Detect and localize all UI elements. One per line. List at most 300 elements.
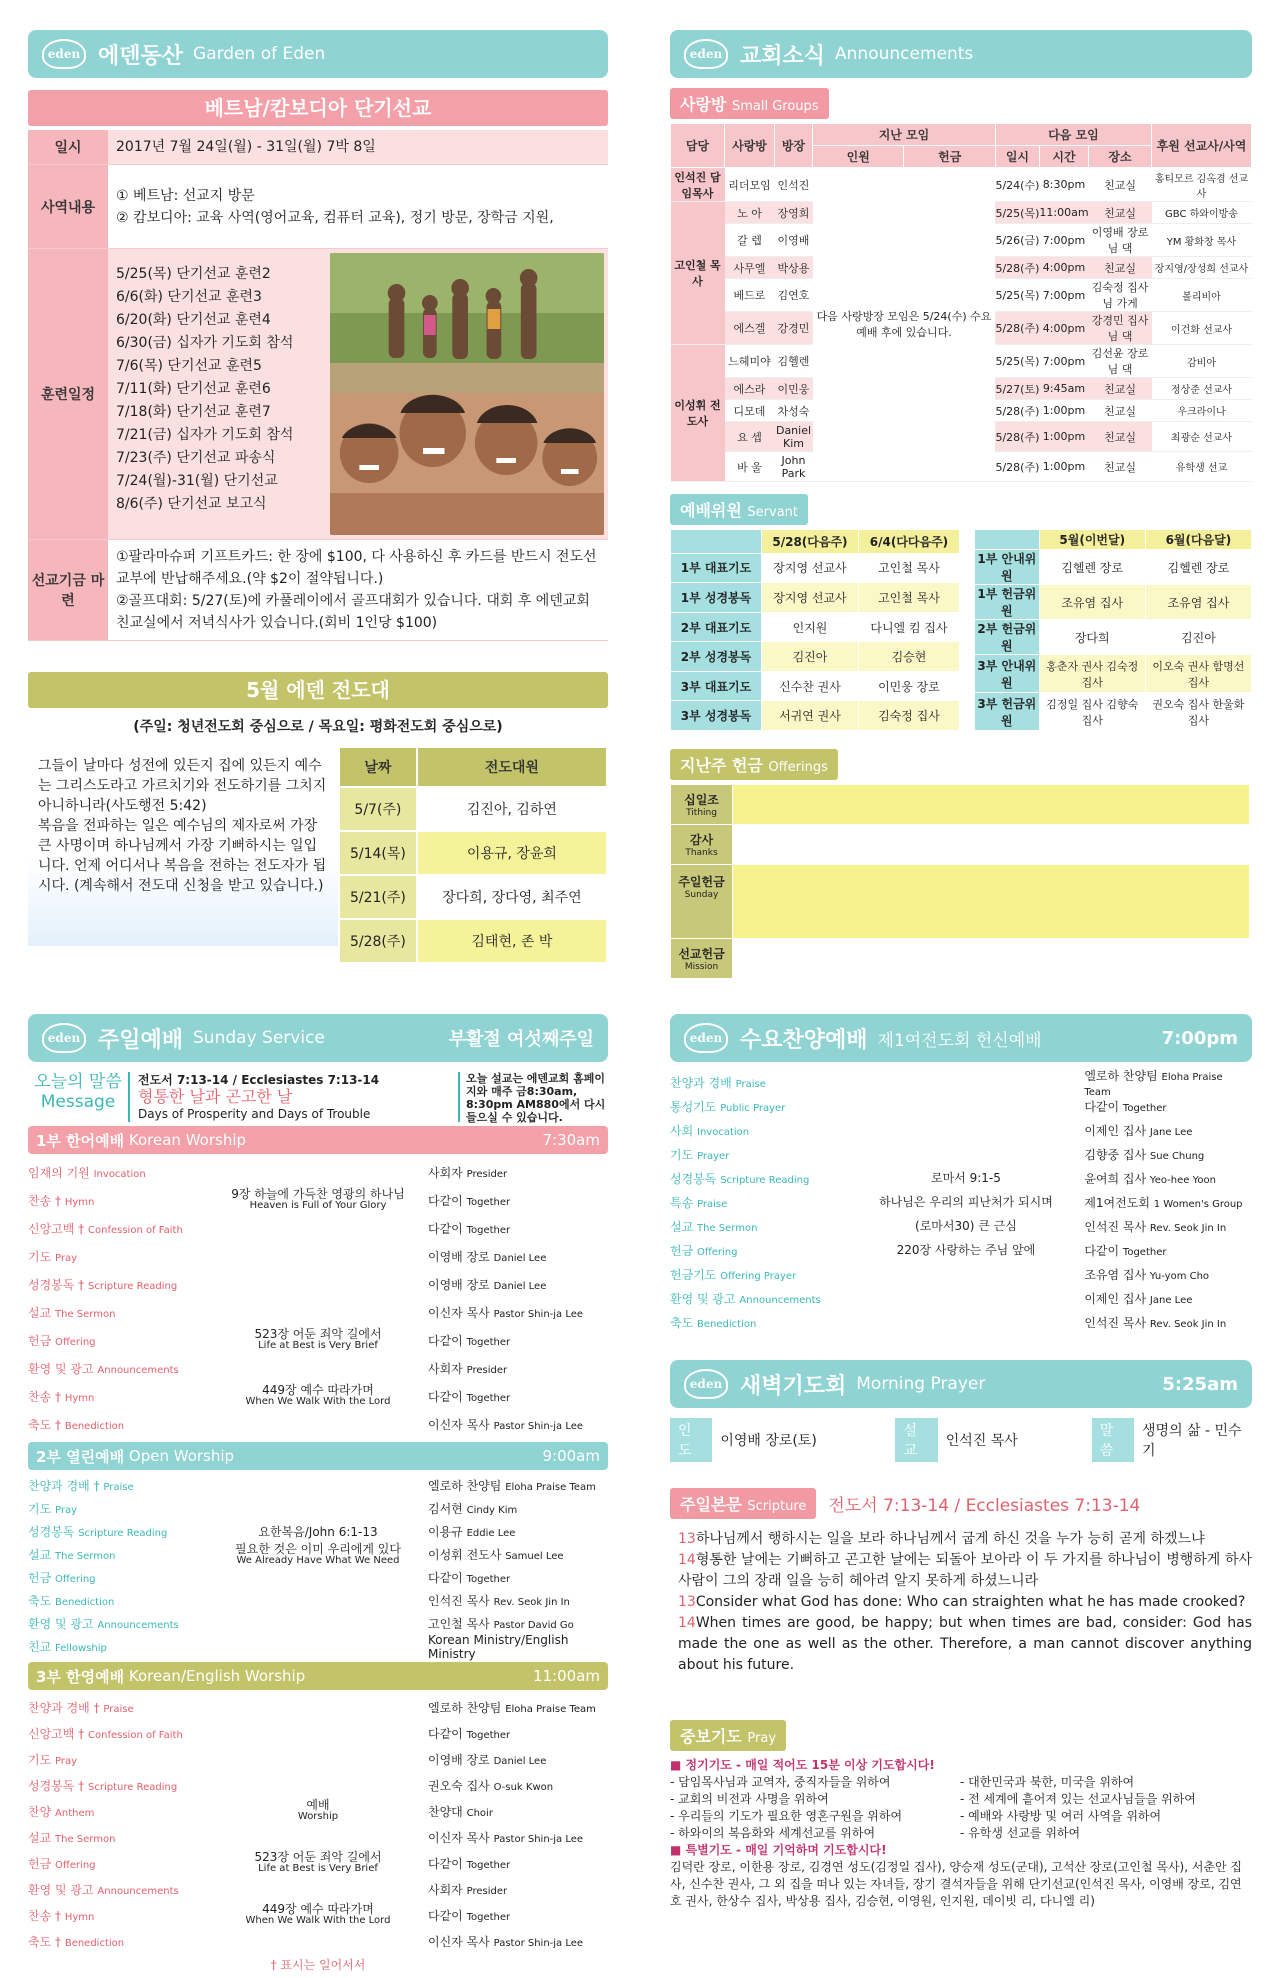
sg-leader: 김연호 <box>775 279 813 312</box>
sg-date: 5/27(토) <box>995 378 1039 400</box>
order-item-ko: 찬송 † <box>28 1389 61 1404</box>
order-item <box>28 1829 208 1846</box>
order-person-ko: 엘로하 찬양팀 <box>1084 1068 1158 1083</box>
servant-name: 김숙정 집사 <box>858 701 959 731</box>
order-row <box>28 1214 608 1242</box>
sg-date: 5/25(목) <box>995 202 1039 224</box>
servant-table-monthly <box>974 529 1252 731</box>
order-person <box>1084 1146 1252 1163</box>
order-row <box>28 1270 608 1298</box>
order-item-en: The Sermon <box>55 1551 116 1562</box>
order-row <box>28 1632 608 1661</box>
sg-place: 김선윤 장로님 댁 <box>1089 345 1152 378</box>
order-person-ko: 김서현 <box>428 1502 463 1516</box>
sg-support: 홍티모르 김옥겸 선교사 <box>1152 168 1252 202</box>
sg-leader: 장영희 <box>775 202 813 224</box>
evangelism-col-date: 날짜 <box>339 747 417 787</box>
message-label-en: Message <box>40 1092 116 1112</box>
order-item-ko: 설교 <box>28 1305 52 1320</box>
service3-title: 3부 한영예배 <box>36 1667 125 1686</box>
sg-time: 4:00pm <box>1039 312 1088 345</box>
servant-name: 김헬렌 장로 <box>1039 550 1145 585</box>
order-row <box>28 1298 608 1326</box>
order-item <box>670 1074 848 1091</box>
order-detail-ko: (로마서30) 큰 근심 <box>915 1219 1017 1233</box>
servant-tag <box>670 494 808 525</box>
servant-name: 김승현 <box>858 642 959 672</box>
eden-title-ko: 에덴동산 <box>98 43 184 69</box>
order-detail <box>208 1526 428 1538</box>
sg-place: 이영배 장로님 댁 <box>1089 224 1152 257</box>
order-person-ko: 권오숙 집사 <box>428 1778 490 1793</box>
order-item <box>28 1360 208 1377</box>
order-person <box>428 1388 608 1405</box>
order-detail <box>208 1328 428 1352</box>
evangelism-text: 그들이 날마다 성전에 있든지 집에 있든지 예수는 그리스도라고 가르치기와 전도하기를 그치지 아니하니라(사도행전 5:42) 복음을 전파하는 일은 예수님의 제자로써 가장 큰 사명이며 하나님께서 가장 기뻐하시는 일입니다. 언제 어디서나 복음을 전하는 전도자가 됩시다. (계속해서 전도대 신청을 받고 있습니다.) <box>28 746 338 946</box>
order-detail <box>208 1799 428 1823</box>
order-person <box>428 1500 608 1517</box>
order-person-en: Jane Lee <box>1149 1126 1193 1138</box>
order-item-en: Anthem <box>55 1807 95 1819</box>
order-detail-en: We Already Have What We Need <box>236 1554 400 1566</box>
service3-order <box>28 1694 608 1954</box>
order-person <box>1084 1067 1252 1098</box>
message-label-ko: 오늘의 말씀 <box>34 1072 122 1092</box>
order-item-en: Fellowship <box>55 1643 107 1654</box>
training-item: 7/11(화) 단기선교 훈련6 <box>116 381 271 397</box>
service2-order <box>28 1474 608 1661</box>
servant-role: 3부 헌금위원 <box>975 693 1040 731</box>
order-person-en: Together <box>466 1196 511 1208</box>
offerings-label: 지난주 헌금 <box>680 756 763 775</box>
offering-sunday-value <box>733 865 1250 939</box>
sg-date: 5/24(수) <box>995 168 1039 202</box>
order-person-en: Together <box>1122 1246 1167 1258</box>
order-item-en: Benediction <box>64 1937 125 1949</box>
servant-name: 김진아 <box>761 642 858 672</box>
morning-word: 생명의 삶 - 민수기 <box>1142 1423 1242 1459</box>
servant-name: 신수찬 권사 <box>761 671 858 701</box>
pray-item: - 전 세계에 흩어져 있는 선교사님들을 위하여 <box>960 1792 1196 1806</box>
order-person <box>428 1803 608 1820</box>
sg-place: 친교실 <box>1089 168 1152 202</box>
order-person-en: O-suk Kwon <box>493 1781 554 1793</box>
order-detail-ko: 449장 예수 따라가며 <box>262 1902 374 1916</box>
order-detail-ko: 523장 어둔 죄악 길에서 <box>254 1850 382 1864</box>
order-person <box>428 1751 608 1768</box>
order-item-ko: 축도 † <box>28 1417 61 1432</box>
message-box <box>28 1072 608 1122</box>
sg-leader: 이민웅 <box>775 378 813 400</box>
order-person-en: Together <box>466 1336 511 1348</box>
training-item: 5/25(목) 단기선교 훈련2 <box>116 266 271 282</box>
order-item-ko: 찬송 † <box>28 1193 61 1208</box>
order-row <box>670 1238 1252 1262</box>
pray-en: Pray <box>747 1731 777 1746</box>
order-person-en: Together <box>466 1392 511 1404</box>
evangelism-members: 김진아, 김하연 <box>417 787 607 831</box>
order-item-en: Announcements <box>739 1294 821 1306</box>
eden-section <box>28 30 608 641</box>
eden-logo-icon: eden <box>684 1369 728 1399</box>
small-groups-label: 사랑방 <box>680 95 727 114</box>
eden-logo-icon: eden <box>42 39 86 69</box>
sunday-header <box>28 1014 608 1062</box>
pray-special-list: 김덕란 장로, 이한용 장로, 김경연 성도(김정일 집사), 양승재 성도(군대), 고석산 장로(고인철 목사), 서춘안 집사, 신수찬 권사, 그 외 집을 떠나 있는 자녀들, 장기 결석자들을 위해 단기선교(인석진 목사, 이영배 장로, 김연호 권사, 한상수 집사, 박상용 집사, 김승현, 이영원, 인지원, 데이빗 리, 다니엘 리) <box>670 1860 1243 1908</box>
scripture-ref: 전도서 7:13-14 / Ecclesiastes 7:13-14 <box>828 1496 1141 1516</box>
sg-col-group: 사랑방 <box>725 124 775 168</box>
order-item-ko: 헌금 <box>28 1333 52 1348</box>
order-item-ko: 기도 <box>28 1752 52 1767</box>
order-item <box>670 1290 848 1307</box>
order-item-en: Scripture Reading <box>78 1528 168 1539</box>
order-row <box>670 1142 1252 1166</box>
order-item-en: Pray <box>55 1505 78 1516</box>
order-item <box>28 1592 208 1609</box>
servant-name: 장다희 <box>1039 620 1145 655</box>
order-item-ko: 성경봉독 <box>28 1525 75 1539</box>
morning-info <box>670 1418 1252 1462</box>
offering-mission-en: Mission <box>684 962 719 972</box>
training-item: 7/21(금) 십자가 기도회 참석 <box>116 427 294 443</box>
order-detail-ko: 하나님은 우리의 피난처가 되시며 <box>879 1195 1053 1209</box>
sg-col-time: 시간 <box>1039 146 1088 168</box>
order-item-ko: 기도 <box>670 1147 694 1162</box>
order-item <box>28 1332 208 1349</box>
order-person-en: Rev. Seok Jin In <box>1149 1318 1227 1330</box>
offerings-en: Offerings <box>768 760 828 775</box>
order-item-en: Praise <box>103 1703 134 1715</box>
sg-time: 9:45am <box>1039 378 1088 400</box>
sg-col-support: 후원 선교사/사역 <box>1152 124 1252 168</box>
morning-time: 5:25am <box>1162 1373 1238 1395</box>
training-item: 7/23(주) 단기선교 파송식 <box>116 450 276 466</box>
servant-col-next: 5/28(다음주) <box>761 530 858 554</box>
order-detail <box>208 1851 428 1875</box>
sg-group: 베드로 <box>725 279 775 312</box>
verse-text: 하나님께서 행하시는 일을 보라 하나님께서 굽게 하신 것을 누가 능히 곧게 하겠느냐 <box>695 1531 1205 1547</box>
evangelism-members: 이용규, 장윤희 <box>417 831 607 875</box>
order-person-ko: 제1여전도회 <box>1084 1195 1150 1210</box>
pray-item: - 대한민국과 북한, 미국을 위하여 <box>960 1775 1135 1789</box>
order-detail-ko: 요한복음/John 6:1-13 <box>258 1524 378 1539</box>
order-item <box>28 1164 208 1181</box>
order-person-en: Eloha Praise Team <box>1084 1071 1223 1098</box>
order-item <box>28 1546 208 1563</box>
announce-section <box>670 30 1252 979</box>
mission-content-line: ② 캄보디아: 교육 사역(영어교육, 컴퓨터 교육), 정기 방문, 장학금 지원, <box>116 209 554 226</box>
order-item-ko: 신앙고백 † <box>28 1726 85 1741</box>
order-person <box>1084 1194 1252 1211</box>
order-item-en: Announcements <box>97 1885 179 1897</box>
order-item-ko: 헌금기도 <box>670 1267 717 1282</box>
order-person-en: Pastor David Go <box>493 1620 574 1631</box>
order-person-ko: 다같이 <box>428 1193 463 1208</box>
fund-line: ①팔라마슈퍼 기프트카드: 한 장에 $100, 다 사용하신 후 카드를 반드시 전도선교부에 반납해주세요.(약 $2이 절약됩니다.) <box>116 549 597 587</box>
servant-name: 서귀연 권사 <box>761 701 858 731</box>
sg-leader: 이영배 <box>775 224 813 257</box>
sg-time: 7:00pm <box>1039 279 1088 312</box>
order-row <box>670 1190 1252 1214</box>
evangelism-table <box>338 746 608 964</box>
order-item-en: Praise <box>735 1078 766 1090</box>
order-item-ko: 설교 <box>28 1830 52 1845</box>
servant-role: 1부 안내위원 <box>975 550 1040 585</box>
order-item-en: Benediction <box>64 1420 125 1432</box>
order-detail <box>208 1543 428 1567</box>
mission-date-label: 일시 <box>28 130 108 165</box>
order-item-en: Public Prayer <box>720 1102 786 1114</box>
sg-col-date: 일시 <box>995 146 1039 168</box>
order-row <box>28 1566 608 1589</box>
service1-en: Korean Worship <box>128 1131 247 1149</box>
sg-support: 최광순 선교사 <box>1152 422 1252 452</box>
message-sub: Days of Prosperity and Days of Trouble <box>138 1107 371 1121</box>
order-item-en: Offering <box>55 1574 96 1585</box>
order-item-ko: 신앙고백 † <box>28 1221 85 1236</box>
order-item-ko: 찬송 † <box>28 1908 61 1923</box>
order-person <box>428 1855 608 1872</box>
morning-lead: 이영배 장로(토) <box>720 1433 817 1449</box>
sg-col-leader: 방장 <box>775 124 813 168</box>
verse-number: 13 <box>678 1594 696 1610</box>
wednesday-title-ko: 수요찬양예배 <box>740 1027 868 1053</box>
sg-leader: Daniel Kim <box>775 423 812 450</box>
service2-bar <box>28 1442 608 1470</box>
order-item <box>670 1098 848 1115</box>
order-person-ko: 다같이 <box>428 1571 463 1585</box>
scripture-en: Scripture <box>747 1499 807 1514</box>
morning-word-label: 말씀 <box>1092 1418 1134 1462</box>
order-person-en: Together <box>466 1574 511 1585</box>
order-row <box>28 1850 608 1876</box>
order-item-ko: 기도 <box>28 1502 52 1516</box>
order-person-ko: 찬양대 <box>428 1804 463 1819</box>
order-row <box>670 1214 1252 1238</box>
offering-thanks-ko: 감사 <box>689 833 714 847</box>
sunday-title-ko: 주일예배 <box>98 1027 184 1053</box>
order-item-ko: 성경봉독 <box>670 1171 717 1186</box>
servant-name: 장지영 선교사 <box>761 553 858 583</box>
order-person-en: 1 Women's Group <box>1153 1198 1243 1210</box>
order-person-en: Samuel Lee <box>505 1551 564 1562</box>
service3-time: 11:00am <box>532 1667 600 1685</box>
order-person-ko: 이용규 <box>428 1525 463 1539</box>
order-item <box>28 1638 208 1655</box>
sunday-week: 부활절 여섯째주일 <box>448 1029 594 1050</box>
order-person-en: Daniel Lee <box>493 1280 547 1292</box>
order-person-ko: 사회자 <box>428 1165 463 1180</box>
order-person <box>428 1615 608 1632</box>
scripture-text <box>670 1529 1252 1676</box>
sg-place: 친교실 <box>1089 257 1152 279</box>
order-row <box>28 1474 608 1497</box>
servant-role: 1부 대표기도 <box>671 553 762 583</box>
sg-time: 8:30pm <box>1039 168 1088 202</box>
servant-name: 이오숙 권사 함명선 집사 <box>1145 655 1251 693</box>
order-item <box>28 1276 208 1293</box>
order-item <box>670 1146 848 1163</box>
order-item <box>670 1242 848 1259</box>
servant-name: 다니엘 킴 집사 <box>858 612 959 642</box>
sg-col-who: 담당 <box>671 124 725 168</box>
servant-name: 권오숙 집사 한울화 집사 <box>1145 693 1251 731</box>
order-item-en: Confession of Faith <box>88 1729 183 1741</box>
order-person <box>428 1881 608 1898</box>
order-item-ko: 찬양과 경배 † <box>28 1700 100 1715</box>
servant-name: 홍춘자 권사 김숙정 집사 <box>1039 655 1145 693</box>
order-item-ko: 친교 <box>28 1640 52 1654</box>
order-row <box>28 1543 608 1566</box>
order-detail-ko: 449장 예수 따라가며 <box>262 1383 374 1397</box>
order-person-en: Pastor Shin-ja Lee <box>493 1420 584 1432</box>
verse-number: 14 <box>678 1615 696 1631</box>
wednesday-section <box>670 1014 1252 1910</box>
order-item-ko: 헌금 <box>28 1856 52 1871</box>
children-photo <box>326 249 608 539</box>
order-item <box>28 1615 208 1632</box>
order-detail-ko: 9장 하늘에 가득찬 영광의 하나님 <box>231 1187 405 1201</box>
sg-group: 갈 렙 <box>725 224 775 257</box>
order-item-en: Scripture Reading <box>720 1174 810 1186</box>
order-item-en: Invocation <box>93 1168 146 1180</box>
training-item: 6/20(화) 단기선교 훈련4 <box>116 312 271 328</box>
order-row <box>670 1118 1252 1142</box>
order-person-ko: 엘로하 찬양팀 <box>428 1700 502 1715</box>
order-row <box>670 1286 1252 1310</box>
servant-name: 김정일 집사 김향숙 집사 <box>1039 693 1145 731</box>
order-item-ko: 설교 <box>670 1219 694 1234</box>
order-item <box>28 1477 208 1494</box>
order-detail <box>208 1903 428 1927</box>
order-person <box>428 1699 608 1716</box>
order-row <box>28 1902 608 1928</box>
order-item-en: Benediction <box>697 1318 757 1330</box>
order-detail-en: When We Walk With the Lord <box>245 1396 391 1407</box>
sg-support: 장지영/장성희 선교사 <box>1152 257 1252 279</box>
message-note: 오늘 설교는 에덴교회 홈페이지와 매주 금8:30am, 8:30pm AM880에서 다시 들으실 수 있습니다. <box>458 1072 608 1122</box>
order-person <box>1084 1266 1252 1283</box>
order-item-en: Hymn <box>64 1392 95 1404</box>
order-item-ko: 기도 <box>28 1249 52 1264</box>
order-row <box>28 1772 608 1798</box>
sg-group: 사무엘 <box>725 257 775 279</box>
order-person <box>428 1523 608 1540</box>
order-person <box>1084 1098 1252 1115</box>
mission-date: 2017년 7월 24일(월) - 31일(월) 7박 8일 <box>108 130 608 165</box>
offering-mission <box>671 939 733 979</box>
sg-time: 11:00am <box>1039 202 1088 224</box>
order-row <box>28 1186 608 1214</box>
order-person-ko: 다같이 <box>428 1389 463 1404</box>
order-item-en: The Sermon <box>55 1308 116 1320</box>
sg-time: 4:00pm <box>1039 257 1088 279</box>
order-item <box>28 1523 208 1540</box>
order-item-ko: 환영 및 광고 <box>670 1291 736 1306</box>
sg-group: 디모데 <box>725 400 775 422</box>
pray-item: - 교회의 비전과 사명을 위하여 <box>670 1792 829 1806</box>
order-person-ko: 이영배 장로 <box>428 1752 490 1767</box>
verse-number: 13 <box>678 1531 696 1547</box>
order-person <box>428 1304 608 1321</box>
order-item <box>28 1907 208 1924</box>
order-row <box>28 1410 608 1438</box>
order-item-en: Prayer <box>697 1150 730 1162</box>
servant-role: 3부 대표기도 <box>671 671 762 701</box>
message-title: 형통한 날과 곤고한 날 <box>138 1087 293 1106</box>
order-person-ko: 다같이 <box>428 1908 463 1923</box>
wednesday-order <box>670 1070 1252 1334</box>
pray-label: 중보기도 <box>680 1727 742 1746</box>
order-person-ko: 고인철 목사 <box>428 1617 490 1631</box>
order-item-ko: 찬양과 경배 † <box>28 1479 100 1493</box>
order-person-ko: 인석진 목사 <box>428 1594 490 1608</box>
sunday-section <box>28 1014 608 1973</box>
order-item-ko: 환영 및 광고 <box>28 1617 94 1631</box>
order-item-ko: 환영 및 광고 <box>28 1882 94 1897</box>
order-person-en: Presider <box>466 1364 508 1376</box>
sg-leader: 김헬렌 <box>775 345 813 378</box>
order-row <box>670 1068 1252 1098</box>
service2-en: Open Worship <box>128 1447 235 1465</box>
servant-col-this-month: 5월(이번달) <box>1039 530 1145 550</box>
evangelism-date: 5/14(목) <box>339 831 417 875</box>
mission-title: 베트남/캄보디아 단기선교 <box>28 90 608 126</box>
sg-group: 노 아 <box>725 202 775 224</box>
order-item-en: Offering <box>697 1246 738 1258</box>
order-person <box>428 1829 608 1846</box>
servant-name: 고인철 목사 <box>858 583 959 613</box>
order-item-en: Pray <box>55 1755 78 1767</box>
order-person-ko: 이신자 목사 <box>428 1417 490 1432</box>
service1-time: 7:30am <box>542 1131 600 1149</box>
morning-title-en: Morning Prayer <box>856 1374 986 1394</box>
sg-group: 요 셉 <box>725 422 775 452</box>
service2-time: 9:00am <box>542 1447 600 1465</box>
order-item-en: Scripture Reading <box>88 1280 178 1292</box>
sg-support: 유학생 선교 <box>1152 452 1252 482</box>
order-detail <box>208 1384 428 1408</box>
offerings-tag <box>670 749 838 780</box>
service1-bar <box>28 1126 608 1154</box>
order-row <box>28 1326 608 1354</box>
order-person-ko: 사회자 <box>428 1882 463 1897</box>
order-person <box>1084 1170 1252 1187</box>
scripture-label: 주일본문 <box>680 1495 742 1514</box>
offering-sunday-en: Sunday <box>684 890 719 900</box>
servant-role: 1부 헌금위원 <box>975 585 1040 620</box>
order-item <box>28 1304 208 1321</box>
verse-text: 형통한 날에는 기뻐하고 곤고한 날에는 되돌아 보아라 이 두 가지를 하나님이 병행하게 하사 사람이 그의 장래 일을 능히 헤아려 알지 못하게 하셨느니라 <box>678 1552 1252 1589</box>
order-person-ko: 이신자 목사 <box>428 1830 490 1845</box>
order-item <box>28 1933 208 1950</box>
order-item-en: Confession of Faith <box>88 1224 183 1236</box>
evangelism-section <box>28 672 608 964</box>
sg-date: 5/28(주) <box>995 312 1039 345</box>
order-person-en: Sue Chung <box>1149 1150 1205 1162</box>
order-person-ko: 다같이 <box>428 1221 463 1236</box>
order-detail-en: Life at Best is Very Brief <box>258 1863 378 1874</box>
servant-col-next-month: 6월(다음달) <box>1145 530 1251 550</box>
order-person-en: Together <box>466 1224 511 1236</box>
order-detail-en: When We Walk With the Lord <box>245 1915 391 1926</box>
order-item <box>670 1194 848 1211</box>
order-person-ko: 인석진 목사 <box>1084 1315 1147 1330</box>
sg-group: 에스라 <box>725 378 775 400</box>
order-person <box>428 1220 608 1237</box>
order-item-en: The Sermon <box>697 1222 758 1234</box>
sg-group: 에스겔 <box>725 312 775 345</box>
